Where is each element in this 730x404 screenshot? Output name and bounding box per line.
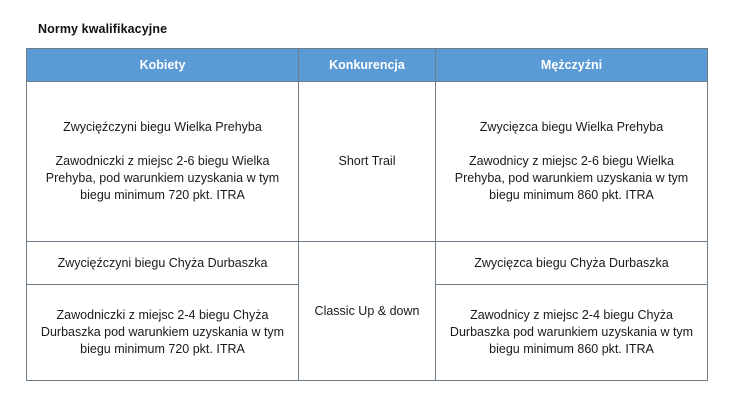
column-header-women: Kobiety	[27, 49, 299, 82]
table-row-short-trail	[27, 82, 708, 242]
competition-short-trail: Short Trail	[299, 82, 436, 242]
men-cell-short-trail	[436, 82, 708, 242]
qualification-table	[26, 48, 708, 381]
men-places-classic: Zawodnicy z miejsc 2-4 biegu Chyża Durbaszka pod warunkiem uzyskania w tym biegu minimum 860 pkt. ITRA	[436, 285, 708, 381]
women-winner-text: Zwycięźczyni biegu Wielka Prehyba	[63, 120, 262, 134]
table-header-row	[27, 49, 708, 82]
women-places-text: Zawodniczki z miejsc 2-6 biegu Wielka Prehyba, pod warunkiem uzyskania w tym biegu minimum 720 pkt. ITRA	[45, 154, 280, 202]
competition-classic-up-down: Classic Up & down	[299, 242, 436, 381]
table-row-classic-winners	[27, 242, 708, 285]
women-winner-classic: Zwycięźczyni biegu Chyża Durbaszka	[27, 242, 299, 285]
men-winner-classic: Zwycięzca biegu Chyża Durbaszka	[436, 242, 708, 285]
women-cell-short-trail	[27, 82, 299, 242]
men-winner-text: Zwycięzca biegu Wielka Prehyba	[479, 120, 664, 134]
women-places-classic: Zawodniczki z miejsc 2-4 biegu Chyża Durbaszka pod warunkiem uzyskania w tym biegu minimum 720 pkt. ITRA	[27, 285, 299, 381]
page-title: Normy kwalifikacyjne	[38, 22, 168, 36]
column-header-men: Mężczyźni	[436, 49, 708, 82]
men-places-text: Zawodnicy z miejsc 2-6 biegu Wielka Prehyba, pod warunkiem uzyskania w tym biegu minimum 860 pkt. ITRA	[454, 154, 689, 202]
column-header-competition: Konkurencja	[299, 49, 436, 82]
